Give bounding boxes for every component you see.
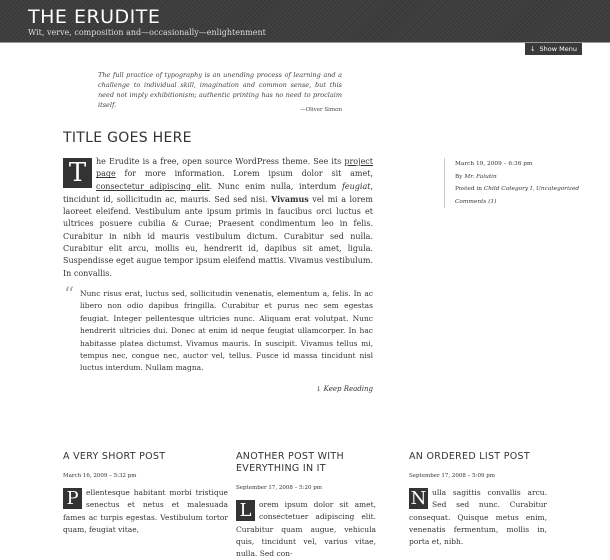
- excerpt-text: ellentesque habitant morbi tristique senectus et netus et malesuada fames ac turpis egestas. Vestibulum tortor quam, feugiat vitae,: [63, 488, 228, 534]
- post-card-excerpt: [63, 487, 228, 536]
- site-header: [0, 0, 610, 42]
- dropcap: T: [63, 158, 92, 188]
- post-emphasis: feugiat: [341, 181, 371, 191]
- post-meta: [444, 158, 585, 208]
- post-categories-line: [455, 183, 585, 196]
- consectetur-link[interactable]: consectetur adipiscing elit: [96, 181, 210, 191]
- post-card-date: September 17, 2008 – 5:09 pm: [409, 473, 495, 479]
- post-author-line: [455, 171, 585, 184]
- post-text: , tincidunt id, sollicitudin ac, mauris. Sed sed nisi.: [63, 181, 374, 204]
- post-card-date: September 17, 2008 – 5:20 pm: [236, 485, 322, 491]
- post-text: vel mi a lorem laoreet eleifend. Vestibulum ante ipsum primis in faucibus orci luctus et ultrices posuere cubilia & Curae; Praesent condimentum leo in felis. Curabitur in nibh id mauris vestibulum dictum. Curabitur sed nulla. Curabitur elit arcu, mollis eu, hendrerit id, dapibus sit amet, ligula. Suspendisse eget augue tempor ipsum eleifend mattis. Vivamus vestibulum. In convallis.: [63, 194, 373, 278]
- post-card: [409, 451, 574, 548]
- posted-label: Posted in: [455, 186, 484, 192]
- show-menu-label: Show Menu: [539, 45, 577, 53]
- dropcap: L: [236, 500, 255, 521]
- post-text: . Nunc enim nulla, interdum: [209, 181, 342, 191]
- dropcap: N: [410, 488, 427, 509]
- post-card: [63, 451, 228, 536]
- comments-link[interactable]: Comments (1): [455, 198, 497, 205]
- post-card-date: March 16, 2009 – 5:32 pm: [63, 473, 137, 479]
- menu-bar: [0, 42, 610, 56]
- post-card-title[interactable]: AN ORDERED LIST POST: [409, 451, 530, 462]
- site-tagline: Wit, verve, composition and—occasionally—enlightenment: [28, 28, 266, 37]
- post-card-title[interactable]: A VERY SHORT POST: [63, 451, 166, 462]
- post-text: he Erudite is a free, open source WordPress theme. See its: [96, 157, 345, 166]
- post-date: March 19, 2009 – 6:36 pm: [455, 161, 533, 167]
- excerpt-text: orem ipsum dolor sit amet, consectetuer adipiscing elit. Curabitur quam augue, vehicula quis, tincidunt vel, varius vitae, nulla. Sed con-: [236, 500, 376, 559]
- post-card-excerpt: [236, 499, 376, 560]
- site-title[interactable]: THE ERUDITE: [28, 6, 161, 28]
- post-strong: Vivamus: [271, 193, 309, 204]
- post-card-excerpt: [409, 487, 547, 548]
- quote-mark-icon: “: [64, 282, 75, 306]
- post-card: [236, 451, 401, 560]
- arrow-down-icon: ↓: [529, 45, 536, 53]
- dropcap: P: [63, 488, 82, 509]
- epigraph-attribution: —Oliver Simon: [300, 107, 342, 113]
- post-card-title[interactable]: ANOTHER POST WITH EVERYTHING IN IT: [236, 451, 344, 474]
- project-page-link[interactable]: project page: [96, 157, 373, 179]
- show-menu-button[interactable]: [525, 43, 582, 55]
- excerpt-text: ulla sagittis convallis arcu. Sed sed nunc. Curabitur consequat. Quisque metus enim, venenatis fermentum, mollis in, porta et, nibh.: [409, 488, 547, 547]
- post-title[interactable]: TITLE GOES HERE: [63, 130, 192, 146]
- epigraph: The full practice of typography is an unending process of learning and a challenge to individual skill, imagination and common sense, but this need not imply exhibitionism; authentic printing has no need to proclaim itself.: [98, 71, 342, 109]
- post-body: [63, 156, 373, 280]
- by-label: By: [455, 173, 465, 180]
- post-text: for more information. Lorem ipsum dolor sit amet,: [115, 169, 373, 179]
- keep-reading-link[interactable]: ↓ Keep Reading: [315, 385, 373, 393]
- blockquote: Nunc risus erat, luctus sed, sollicitudin venenatis, elementum a, felis. In ac libero non odio dapibus fringilla. Curabitur et purus nec sem egestas feugiat. Integer pellentesque ultricies nunc. Aliquam erat volutpat. Nunc hendrerit ultricies dui. Donec at enim id neque feugiat ullamcorper. In hac habitasse platea dictumst. Vivamus mauris. In suscipit. Vivamus tellus mi, tempus nec, congue nec, auctor vel, tellus. Fusce id massa tincidunt nisl luctus interdum. Nullam magna.: [80, 289, 373, 373]
- categories-link[interactable]: Child Category I, Uncategorized: [483, 186, 580, 192]
- author-link[interactable]: Mr. Falutin: [464, 173, 497, 180]
